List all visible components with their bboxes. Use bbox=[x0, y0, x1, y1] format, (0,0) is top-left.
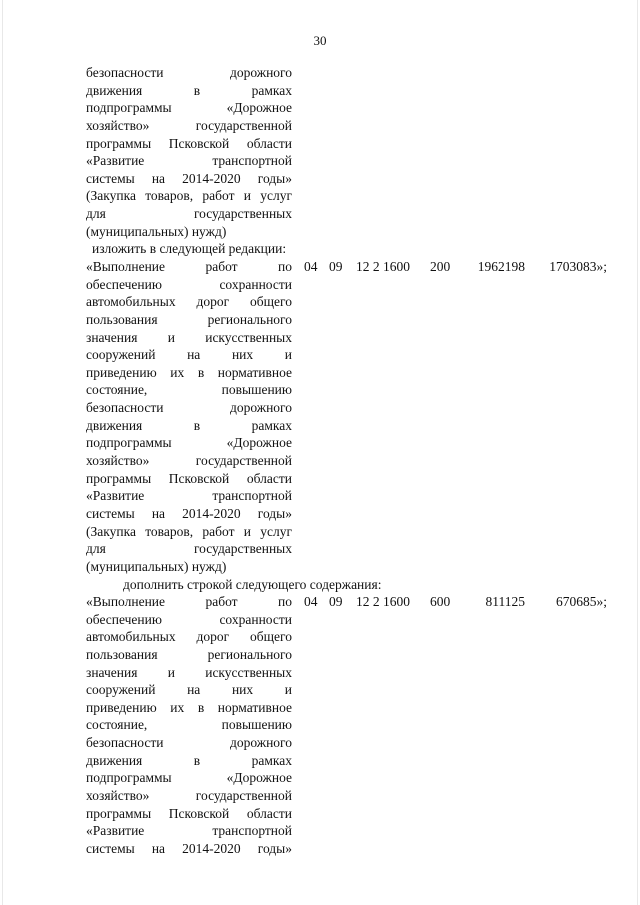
description-line: хозяйство» государственной bbox=[86, 453, 292, 469]
description-line: приведению их в нормативное bbox=[86, 699, 292, 715]
description-line: «Выполнение работ по bbox=[86, 259, 292, 274]
description-line: автомобильных дорог общего bbox=[86, 629, 292, 645]
description-line: обеспечению сохранности bbox=[86, 276, 292, 292]
description-line: системы на 2014-2020 годы» bbox=[86, 840, 292, 856]
row2-target-code: 12 2 1600 bbox=[356, 594, 410, 609]
row1-sum-2016: 1703083»; bbox=[549, 259, 607, 274]
description-line: «Развитие транспортной bbox=[86, 153, 292, 169]
continued-description bbox=[86, 64, 292, 240]
description-line: пользования регионального bbox=[86, 311, 292, 327]
row1-target-code: 12 2 1600 bbox=[356, 259, 410, 274]
description-line: движения в рамках bbox=[86, 752, 292, 768]
description-line: «Развитие транспортной bbox=[86, 488, 292, 504]
description-line: безопасности дорожного bbox=[86, 65, 292, 80]
description-line: значения и искусственных bbox=[86, 664, 292, 680]
description-line: для государственных bbox=[86, 206, 292, 222]
description-line: хозяйство» государственной bbox=[86, 788, 292, 804]
row1-description bbox=[86, 258, 292, 576]
description-line: системы на 2014-2020 годы» bbox=[86, 505, 292, 521]
description-line: программы Псковской области bbox=[86, 135, 292, 151]
description-line: движения в рамках bbox=[86, 417, 292, 433]
description-line: автомобильных дорог общего bbox=[86, 294, 292, 310]
description-line: (Закупка товаров, работ и услуг bbox=[86, 188, 292, 204]
description-line: сооружений на них и bbox=[86, 347, 292, 363]
row2-sum-2016: 670685»; bbox=[555, 594, 607, 609]
row2-description bbox=[86, 593, 292, 858]
row1-ministry-code: 04 bbox=[304, 259, 318, 274]
description-line: для государственных bbox=[86, 541, 292, 557]
description-line: (Закупка товаров, работ и услуг bbox=[86, 523, 292, 539]
description-line: безопасности дорожного bbox=[86, 400, 292, 416]
description-line: приведению их в нормативное bbox=[86, 364, 292, 380]
description-line: (муниципальных) нужд) bbox=[86, 223, 227, 239]
row1-section-code: 09 bbox=[329, 259, 343, 274]
scan-edge-left bbox=[2, 0, 3, 905]
description-line: сооружений на них и bbox=[86, 682, 292, 698]
description-line: хозяйство» государственной bbox=[86, 117, 292, 133]
description-line: безопасности дорожного bbox=[86, 735, 292, 751]
instruction-add: дополнить строкой следующего содержания: bbox=[123, 577, 382, 592]
scan-edge-right bbox=[637, 0, 638, 905]
description-line: программы Псковской области bbox=[86, 805, 292, 821]
description-line: подпрограммы «Дорожное bbox=[86, 435, 292, 451]
description-line: программы Псковской области bbox=[86, 470, 292, 486]
description-line: состояние, повышению bbox=[86, 382, 292, 398]
description-line: «Выполнение работ по bbox=[86, 594, 292, 609]
description-line: «Развитие транспортной bbox=[86, 823, 292, 839]
row2-expense-type: 600 bbox=[430, 594, 451, 609]
instruction-replace: изложить в следующей редакции: bbox=[92, 241, 287, 256]
description-line: пользования регионального bbox=[86, 646, 292, 662]
description-line: системы на 2014-2020 годы» bbox=[86, 170, 292, 186]
row1-expense-type: 200 bbox=[430, 259, 451, 274]
description-line: подпрограммы «Дорожное bbox=[86, 100, 292, 116]
row2-ministry-code: 04 bbox=[304, 594, 318, 609]
page-number: 30 bbox=[313, 33, 327, 48]
row2-sum-2015: 811125 bbox=[485, 594, 525, 609]
description-line: значения и искусственных bbox=[86, 329, 292, 345]
description-line: (муниципальных) нужд) bbox=[86, 558, 227, 574]
description-line: подпрограммы «Дорожное bbox=[86, 770, 292, 786]
description-line: состояние, повышению bbox=[86, 717, 292, 733]
row2-section-code: 09 bbox=[329, 594, 343, 609]
description-line: движения в рамках bbox=[86, 82, 292, 98]
row1-sum-2015: 1962198 bbox=[477, 259, 525, 274]
description-line: обеспечению сохранности bbox=[86, 611, 292, 627]
